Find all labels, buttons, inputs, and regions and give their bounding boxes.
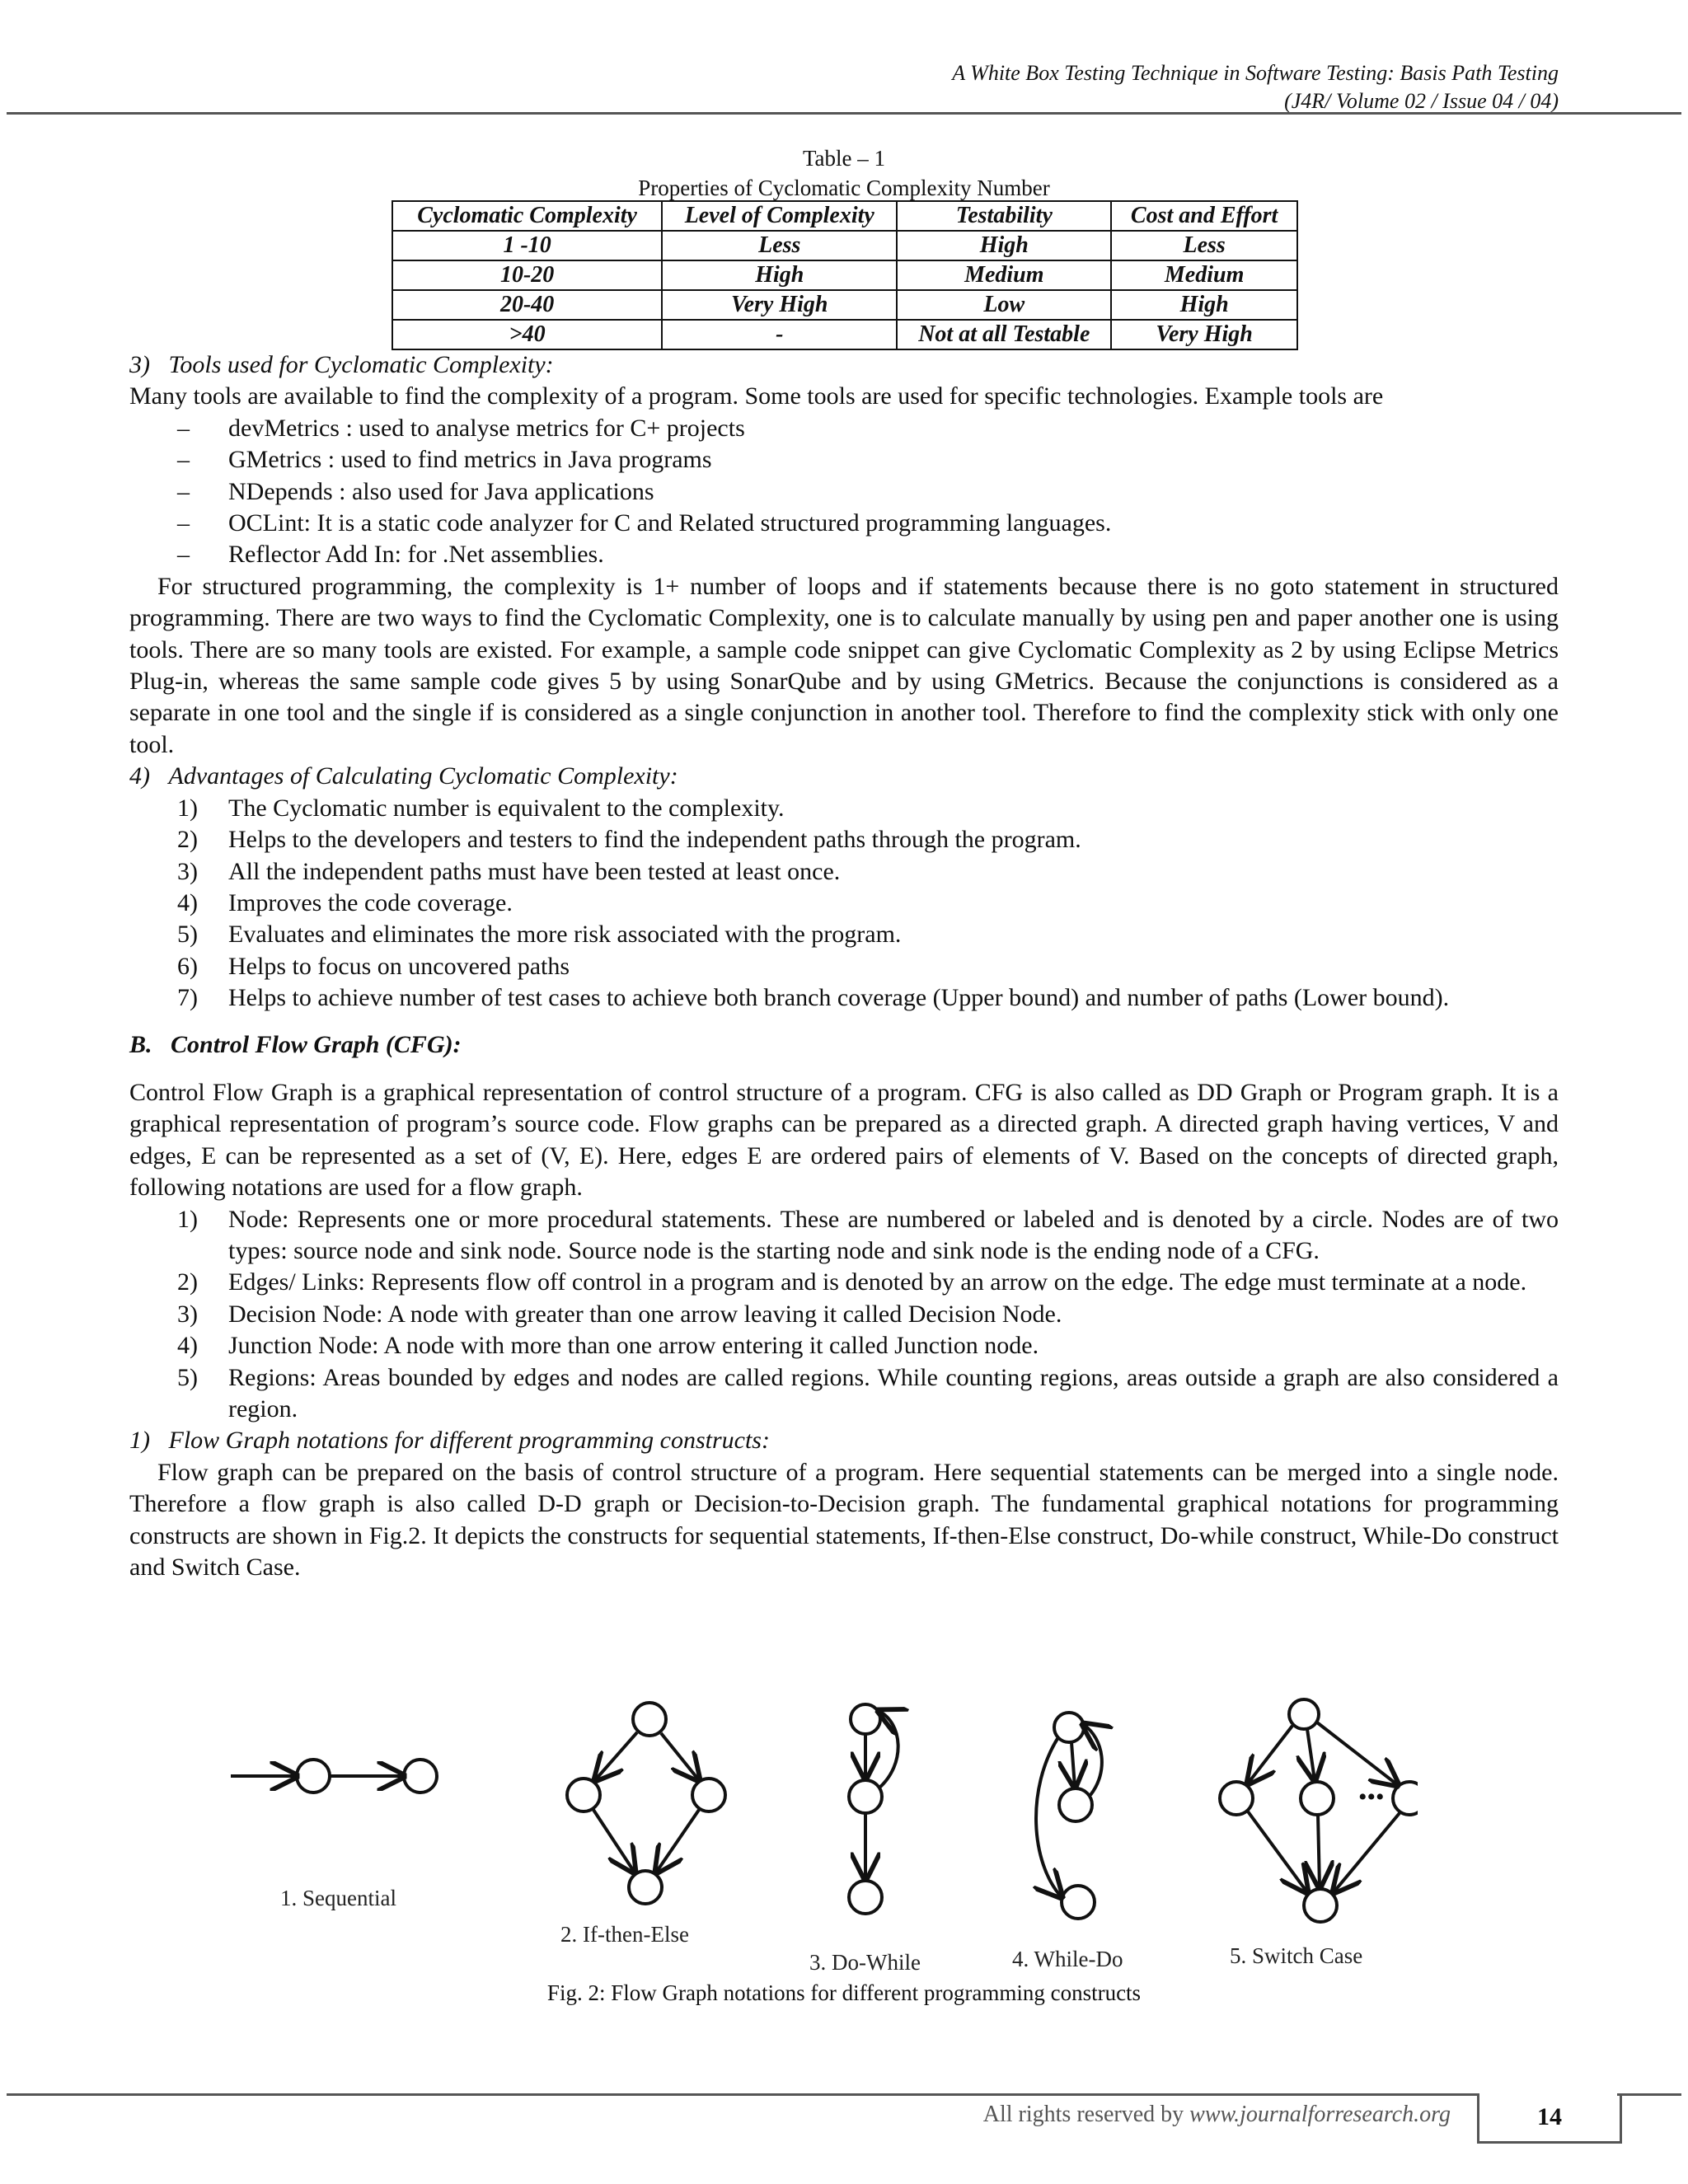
list-item-text: Decision Node: A node with greater than one arrow leaving it called Decision Node. — [228, 1300, 1062, 1328]
list-item-text: Helps to focus on uncovered paths — [228, 952, 570, 980]
list-number: 5) — [177, 1363, 198, 1391]
graph-node — [1301, 1782, 1334, 1815]
graph-node — [849, 1881, 882, 1914]
table-cell: High — [897, 231, 1111, 260]
footer-rights — [857, 2102, 1451, 2128]
list-number: 7) — [177, 984, 198, 1012]
table-cell: Medium — [1111, 260, 1297, 290]
list-item — [177, 476, 1559, 508]
footer-rights-text: All rights reserved by — [982, 2102, 1190, 2127]
table-cell: >40 — [392, 320, 662, 349]
list-item-text: Helps to the developers and testers to find the independent paths through the program. — [228, 826, 1081, 854]
list-item-text: All the independent paths must have been tested at least once. — [228, 857, 841, 885]
sequential-graph — [231, 1760, 437, 1793]
graph-node — [851, 1704, 880, 1734]
table-cell: High — [1111, 290, 1297, 320]
graph-node — [404, 1760, 437, 1793]
table-row — [392, 260, 1297, 290]
list-item — [177, 1362, 1559, 1426]
table-row — [392, 290, 1297, 320]
switch-case-graph — [1220, 1699, 1418, 1922]
table-cell: Very High — [662, 290, 897, 320]
list-item — [177, 1204, 1559, 1268]
figure-label: 1. Sequential — [280, 1886, 396, 1910]
figure-label: 2. If-then-Else — [560, 1922, 689, 1947]
list-number: 3) — [177, 857, 198, 885]
list-item — [177, 856, 1559, 888]
graph-node — [1059, 1788, 1092, 1821]
table-cell: 10-20 — [392, 260, 662, 290]
table-cell: Less — [1111, 231, 1297, 260]
tools-list — [129, 413, 1559, 571]
list-item — [177, 444, 1559, 476]
bullet-marker: – — [177, 446, 190, 474]
graph-node — [1393, 1782, 1418, 1815]
list-number: 5) — [177, 921, 198, 949]
list-item — [177, 951, 1559, 982]
list-item — [177, 413, 1559, 444]
cyclomatic-properties-table — [392, 200, 1298, 350]
page-number: 14 — [1477, 2093, 1622, 2144]
graph-node — [1304, 1889, 1337, 1922]
table-row — [392, 231, 1297, 260]
subsection-1-paragraph: Flow graph can be prepared on the basis of control structure of a program. Here sequential statements can be merged into a single node. Therefore a flow graph is also called D-D graph or Decision-to-Decision graph. The fundamental graphical notations for programming constructs are shown in Fig.2. It depicts the constructs for sequential statements, If-then-Else construct, Do-while construct, While-Do construct and Switch Case. — [129, 1458, 1559, 1582]
graph-node — [567, 1779, 600, 1811]
figure-caption: Fig. 2: Flow Graph notations for different programming constructs — [546, 1980, 1142, 2005]
if-then-else-graph — [567, 1703, 725, 1904]
while-do-graph — [1036, 1713, 1102, 1919]
graph-node — [849, 1780, 882, 1813]
list-item — [177, 508, 1559, 539]
section-3-paragraph: For structured programming, the complexity is 1+ number of loops and if statements because there is no goto statement in structured programming. There are two ways to find the Cyclomatic Complexity, one is to calculate manually by using pen and paper another one is using tools. There are so many tools are existed. For example, a sample code snippet can give Cyclomatic Complexity as 2 by using Eclipse Metrics Plug-in, whereas the same sample code gives 5 by using SonarQube and by using GMetrics. Because the conjunctions is considered as a separate in one tool and the single if is considered as a single conjunction in another tool. Therefore to find the complexity stick with only one tool. — [129, 572, 1559, 758]
do-while-graph — [849, 1704, 898, 1914]
graph-node — [1220, 1782, 1253, 1815]
advantages-list — [129, 793, 1559, 1015]
notation-list — [129, 1204, 1559, 1426]
footer-url[interactable]: www.journalforresearch.org — [1189, 2102, 1451, 2127]
table-caption — [0, 143, 1688, 203]
table-header-cell: Cost and Effort — [1111, 201, 1297, 231]
table-cell: Medium — [897, 260, 1111, 290]
section-3-heading: 3) Tools used for Cyclomatic Complexity: — [129, 351, 554, 378]
list-number: 6) — [177, 952, 198, 980]
section-4-heading: 4) Advantages of Calculating Cyclomatic Complexity: — [129, 762, 678, 790]
table-cell: Not at all Testable — [897, 320, 1111, 349]
list-item-text: Junction Node: A node with more than one arrow entering it called Junction node. — [228, 1332, 1039, 1360]
section-3-intro: Many tools are available to find the complexity of a program. Some tools are used for specific technologies. Example tools are — [129, 382, 1384, 410]
list-item — [177, 824, 1559, 855]
list-number: 4) — [177, 1332, 198, 1360]
table-header-row — [392, 201, 1297, 231]
list-item-text: Improves the code coverage. — [228, 888, 513, 916]
table-cell: - — [662, 320, 897, 349]
list-item-text: devMetrics : used to analyse metrics for C+ projects — [228, 414, 745, 442]
header-title: A White Box Testing Technique in Software Testing: Basis Path Testing — [952, 61, 1559, 85]
figure-label: 5. Switch Case — [1230, 1943, 1363, 1968]
running-header — [952, 59, 1559, 115]
table-cell: High — [662, 260, 897, 290]
flow-graph-figure — [214, 1690, 1418, 1986]
table-title: Properties of Cyclomatic Complexity Number — [638, 176, 1050, 200]
list-item — [177, 1299, 1559, 1330]
header-issue: (J4R/ Volume 02 / Issue 04 / 04) — [1284, 89, 1559, 113]
footer-rule — [7, 2093, 1477, 2096]
list-item-text: Edges/ Links: Represents flow off control in a program and is denoted by an arrow on the edge. The edge must terminate at a node. — [228, 1268, 1527, 1296]
bullet-marker: – — [177, 477, 190, 505]
list-item — [177, 919, 1559, 950]
list-item — [177, 982, 1559, 1014]
list-item-text: Regions: Areas bounded by edges and nodes are called regions. While counting regions, areas outside a graph are also considered a region. — [228, 1363, 1559, 1422]
list-item — [177, 888, 1559, 919]
list-item-text: The Cyclomatic number is equivalent to the complexity. — [228, 794, 785, 822]
list-item-text: NDepends : also used for Java applications — [228, 477, 654, 505]
section-b-heading: B. Control Flow Graph (CFG): — [129, 1030, 462, 1058]
table-header-cell: Testability — [897, 201, 1111, 231]
figure-label: 3. Do-While — [809, 1950, 921, 1975]
list-item-text: Helps to achieve number of test cases to achieve both branch coverage (Upper bound) and number of paths (Lower bound). — [228, 984, 1450, 1012]
table-header-cell: Cyclomatic Complexity — [392, 201, 662, 231]
list-number: 1) — [177, 1205, 198, 1233]
table-header-cell: Level of Complexity — [662, 201, 897, 231]
list-item — [177, 539, 1559, 570]
table-row — [392, 320, 1297, 349]
graph-node — [1289, 1699, 1319, 1729]
table-cell: Less — [662, 231, 897, 260]
list-number: 2) — [177, 1268, 198, 1296]
list-item-text: Evaluates and eliminates the more risk associated with the program. — [228, 921, 902, 949]
section-b-paragraph: Control Flow Graph is a graphical representation of control structure of a program. CFG is also called as DD Graph or Program graph. It is a graphical representation of program’s source code. Flow graphs can be prepared as a directed graph. A directed graph having vertices, V and edges, E can be represented as a set of (V, E). Here, edges E are ordered pairs of elements of V. Based on the concepts of directed graph, following notations are used for a flow graph. — [129, 1078, 1559, 1202]
list-item-text: Reflector Add In: for .Net assemblies. — [228, 541, 604, 569]
footer-rule-tail — [1617, 2093, 1681, 2096]
graph-node — [297, 1760, 330, 1793]
bullet-marker: – — [177, 509, 190, 537]
table-cell: 1 -10 — [392, 231, 662, 260]
list-number: 4) — [177, 888, 198, 916]
graph-node — [633, 1703, 666, 1736]
bullet-marker: – — [177, 414, 190, 442]
figure-label: 4. While-Do — [1012, 1947, 1123, 1971]
table-cell: Very High — [1111, 320, 1297, 349]
list-item — [177, 1330, 1559, 1361]
list-item — [177, 1267, 1559, 1298]
graph-node — [629, 1871, 662, 1904]
bullet-marker: – — [177, 541, 190, 569]
list-number: 2) — [177, 826, 198, 854]
switch-case-ellipsis: ••• — [1358, 1783, 1385, 1811]
body-text — [129, 349, 1559, 1583]
subsection-1-heading: 1) Flow Graph notations for different programming constructs: — [129, 1427, 770, 1455]
list-number: 1) — [177, 794, 198, 822]
table-cell: 20-40 — [392, 290, 662, 320]
table-label: Table – 1 — [802, 146, 886, 171]
graph-node — [692, 1779, 725, 1811]
graph-node — [1062, 1886, 1095, 1919]
list-number: 3) — [177, 1300, 198, 1328]
table-cell: Low — [897, 290, 1111, 320]
list-item-text: GMetrics : used to find metrics in Java programs — [228, 446, 712, 474]
list-item — [177, 793, 1559, 824]
header-rule — [7, 112, 1681, 115]
list-item-text: OCLint: It is a static code analyzer for C and Related structured programming languages. — [228, 509, 1112, 537]
list-item-text: Node: Represents one or more procedural statements. These are numbered or labeled and is denoted by a circle. Nodes are of two types: source node and sink node. Source node is the starting node and sink node is the ending node of a CFG. — [228, 1205, 1559, 1264]
